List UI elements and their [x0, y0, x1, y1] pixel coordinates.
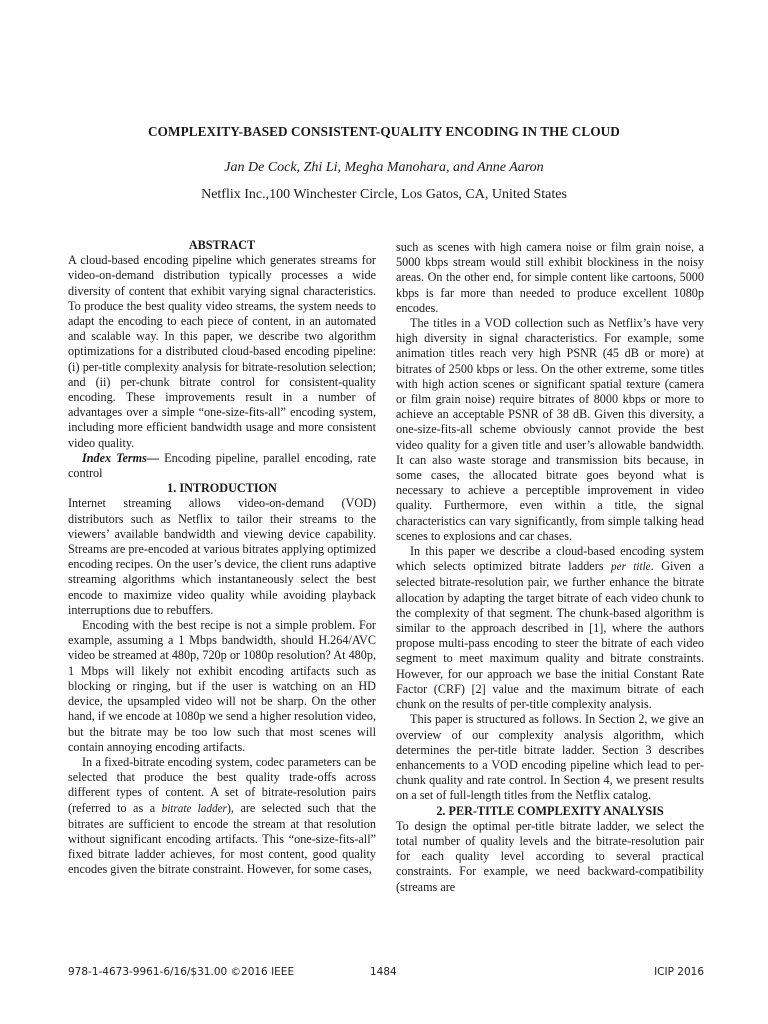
footer-isbn: 978-1-4673-9961-6/16/$31.00 ©2016 IEEE — [68, 966, 295, 978]
intro-paragraph-4: such as scenes with high camera noise or film grain noise, a 5000 kbps stream would still exhibit blockiness in the noisy areas. On the other end, for simple content like cartoons, 5000 kbps is far more than needed to produce excellent 1080p encodes. — [396, 240, 704, 315]
intro-paragraph-3-part-a: In a fixed-bitrate encoding system, codec parameters can be selected that produce the best quality trade-offs across different types of content. A set of bitrate-resolution pairs (referred to as a — [68, 754, 376, 815]
intro-paragraph-5: The titles in a VOD collection such as Netflix’s have very high diversity in signal characteristics. For example, some animation titles reach very high PSNR (45 dB or more) at bitrates of 2500 kbps or less. On the other extreme, some titles with high action scenes or significant spatial texture (camera or film grain noise) require bitrates of 8000 kbps or more to achieve an acceptable PSNR of 38 dB. Given this diversity, a one-size-fits-all scheme obviously cannot provide the best video quality for a given title and user’s allowable bandwidth. It can also waste storage and transmission bits because, in some cases, the allocated bitrate goes beyond what is necessary to achieve a perceptible improvement in video quality. Furthermore, even within a title, the signal characteristics can vary significantly, from simple talking head scenes to explosions and car chases. — [396, 316, 704, 543]
abstract-text: A cloud-based encoding pipeline which generates streams for video-on-demand distribution typically processes a wide diversity of content that exhibit varying signal characteristics. To produce the best quality video streams, the system needs to adapt the encoding to each piece of content, in an automated and scalable way. In this paper, we describe two algorithm optimizations for a distributed cloud-based encoding pipeline: (i) per-title complexity analysis for bitrate-resolution selection; and (ii) per-chunk bitrate control for consistent-quality encoding. These improvements result in a number of advantages over a simple “one-size-fits-all” encoding system, including more efficient bandwidth usage and more consistent video quality. — [68, 253, 376, 450]
footer-page-number: 1484 — [370, 966, 397, 978]
left-column — [68, 238, 376, 878]
author-list: Jan De Cock, Zhi Li, Megha Manohara, and Anne Aaron — [224, 160, 544, 175]
intro-paragraph-6 — [396, 544, 704, 712]
abstract-heading: ABSTRACT — [188, 238, 256, 252]
intro-paragraph-6-part-b: . Given a selected bitrate-resolution pair, we further enhance the bitrate allocation by adapting the target bitrate of each video chunk to the complexity of that segment. The chunk-based algorithm is similar to the approach described in [1], where the authors propose multi-pass encoding to steer the bitrate of each video segment to meet maximum quality and bitrate constraints. However, for our approach we base the initial Constant Rate Factor (CRF) [2] value and the maximum bitrate of each chunk on the results of per-title complexity analysis. — [396, 559, 704, 712]
term-per-title: per title — [611, 561, 651, 574]
intro-paragraph-1: Internet streaming allows video-on-demand (VOD) distributors such as Netflix to tailor their streams to the viewers’ available bandwidth and viewing device capability. Streams are pre-encoded at various bitrates applying optimized encoding recipes. On the user’s device, the client runs adaptive streaming algorithms which instantaneously select the best encode to maximize video quality while avoiding playback interruptions due to rebuffers. — [68, 496, 376, 617]
intro-paragraph-6-part-a: In this paper we describe a cloud-based encoding system which selects optimized bitrate ladders — [396, 544, 704, 574]
index-terms-text: Encoding pipeline, parallel encoding, rate control — [68, 450, 376, 481]
intro-paragraph-2: Encoding with the best recipe is not a simple problem. For example, assuming a 1 Mbps bandwidth, should H.264/AVC video be streamed at 480p, 720p or 1080p resolution? At 480p, 1 Mbps will likely not exhibit encoding artifacts such as blocking or ringing, but if the user is watching on an HD device, the upsampled video will not be sharp. On the other hand, if we encode at 1080p we send a higher resolution video, but the bitrate may be too low such that most scenes will contain annoying encoding artifacts. — [68, 618, 376, 754]
right-column — [396, 240, 704, 895]
term-bitrate-ladder: bitrate ladder — [161, 802, 227, 815]
index-terms-label: Index Terms— — [82, 450, 160, 465]
intro-paragraph-3-part-b: ), are selected such that the bitrates are sufficient to encode the stream at that resolution without significant encoding artifacts. This “one-size-fits-all” fixed bitrate ladder achieves, for most content, good quality encodes given the bitrate constraint. However, for some cases, — [68, 800, 377, 877]
paper-title: COMPLEXITY-BASED CONSISTENT-QUALITY ENCODING IN THE CLOUD — [148, 124, 620, 139]
section-2-heading: 2. PER-TITLE COMPLEXITY ANALYSIS — [436, 803, 664, 818]
footer-conference: ICIP 2016 — [654, 966, 704, 978]
section-2-paragraph-1: To design the optimal per-title bitrate ladder, we select the total number of quality levels and the bitrate-resolution pair for each quality level according to several practical constraints. For example, we need backward-compatibility (streams are — [396, 818, 704, 894]
intro-paragraph-7: This paper is structured as follows. In Section 2, we give an overview of our complexity analysis algorithm, which determines the per-title bitrate ladder. Section 3 describes enhancements to a VOD encoding pipeline which lead to per-chunk quality and rate control. In Section 4, we present results on a set of full-length titles from the Netflix catalog. — [396, 712, 704, 803]
intro-paragraph-3 — [68, 755, 376, 878]
introduction-heading: 1. INTRODUCTION — [167, 481, 277, 496]
index-terms — [68, 451, 376, 481]
affiliation: Netflix Inc.,100 Winchester Circle, Los Gatos, CA, United States — [201, 187, 567, 202]
